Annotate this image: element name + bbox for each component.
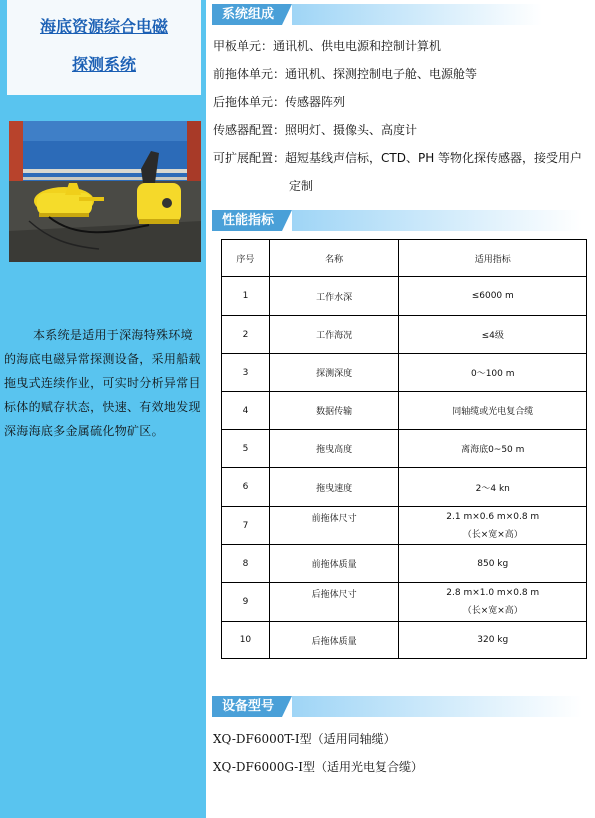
cell-spec: 320 kg: [399, 622, 587, 659]
composition-value: 超短基线声信标，CTD、PH 等物化探传感器，接受用户: [285, 151, 583, 165]
cell-no: 3: [222, 354, 270, 392]
cell-no: 9: [222, 583, 270, 622]
column-header-spec: 适用指标: [399, 240, 587, 277]
table-header-row: [222, 240, 587, 277]
table-row: [222, 430, 587, 468]
spec-table: [221, 239, 587, 659]
column-header-no: 序号: [222, 240, 270, 277]
cell-spec: 850 kg: [399, 545, 587, 583]
composition-row-front-tow: [213, 64, 477, 84]
cell-no: 1: [222, 277, 270, 316]
cell-spec: 离海底0~50 m: [399, 430, 587, 468]
composition-value: 通讯机、供电电源和控制计算机: [273, 39, 442, 53]
cell-spec: 2～4 kn: [399, 468, 587, 507]
table-row: [222, 316, 587, 354]
composition-key: 可扩展配置：: [213, 151, 286, 165]
section-header-fade: [292, 696, 582, 717]
table-row: [222, 507, 587, 545]
title-box: [7, 0, 201, 95]
composition-value: 照明灯、摄像头、高度计: [285, 123, 418, 137]
sidebar: [0, 0, 206, 818]
cell-no: 10: [222, 622, 270, 659]
cell-spec: [399, 583, 587, 622]
composition-row-deck: [213, 36, 441, 56]
composition-row-sensors: [213, 120, 417, 140]
table-row: [222, 277, 587, 316]
cell-spec: 0～100 m: [399, 354, 587, 392]
cell-spec-line-2: （长×宽×高）: [462, 529, 523, 540]
cell-name: 前拖体尺寸: [269, 507, 399, 545]
cell-name: 探测深度: [269, 354, 399, 392]
section-header-performance: [212, 210, 582, 231]
composition-key: 前拖体单元：: [213, 67, 286, 81]
device-photo: [9, 121, 201, 262]
section-header-composition-label: 系统组成: [212, 4, 282, 25]
cell-no: 5: [222, 430, 270, 468]
section-header-models-label: 设备型号: [212, 696, 282, 717]
table-row: [222, 622, 587, 659]
section-header-models: [212, 696, 582, 717]
cell-no: 8: [222, 545, 270, 583]
cell-name: 工作水深: [269, 277, 399, 316]
cell-no: 6: [222, 468, 270, 507]
cell-name: 拖曳速度: [269, 468, 399, 507]
device-photo-illustration: [9, 121, 201, 262]
section-header-composition: [212, 4, 542, 25]
cell-name: 后拖体尺寸: [269, 583, 399, 622]
cell-no: 4: [222, 392, 270, 430]
cell-name: 拖曳高度: [269, 430, 399, 468]
table-row: [222, 583, 587, 622]
cell-spec-line-2: （长×宽×高）: [462, 606, 523, 616]
cell-spec-line-1: 2.8 m×1.0 m×0.8 m: [446, 588, 540, 598]
cell-spec: ≤4级: [399, 316, 587, 354]
table-row: [222, 392, 587, 430]
cell-spec: ≤6000 m: [399, 277, 587, 316]
model-item: XQ-DF6000G-I型（适用光电复合缆）: [213, 760, 423, 774]
table-row: [222, 468, 587, 507]
composition-key: 后拖体单元：: [213, 95, 286, 109]
cell-spec-line-1: 2.1 m×0.6 m×0.8 m: [446, 511, 540, 522]
cell-name: 数据传输: [269, 392, 399, 430]
cell-name: 后拖体质量: [269, 622, 399, 659]
cell-no: 7: [222, 507, 270, 545]
intro-paragraph: 本系统是适用于深海特殊环境的海底电磁异常探测设备，采用船载拖曳式连续作业，可实时分析异常目标体的赋存状态，快速、有效地发现深海海底多金属硫化物矿区。: [4, 328, 201, 438]
composition-value: 传感器阵列: [285, 95, 346, 109]
composition-key: 甲板单元：: [213, 39, 274, 53]
cell-spec: 同轴缆或光电复合缆: [399, 392, 587, 430]
composition-value: 通讯机、探测控制电子舱、电源舱等: [285, 67, 478, 81]
table-row: [222, 354, 587, 392]
section-header-fade: [292, 210, 582, 231]
page-title-line-2[interactable]: 探测系统: [71, 55, 136, 74]
column-header-name: 名称: [269, 240, 399, 277]
composition-row-extensible: [213, 148, 582, 168]
table-row: [222, 545, 587, 583]
model-item: XQ-DF6000T-I型（适用同轴缆）: [213, 732, 396, 746]
section-header-performance-label: 性能指标: [212, 210, 282, 231]
section-header-fade: [292, 4, 542, 25]
composition-row-rear-tow: [213, 92, 345, 112]
cell-name: 前拖体质量: [269, 545, 399, 583]
cell-name: 工作海况: [269, 316, 399, 354]
cell-spec: [399, 507, 587, 545]
composition-row-continuation: 定制: [289, 179, 314, 193]
cell-no: 2: [222, 316, 270, 354]
composition-key: 传感器配置：: [213, 123, 286, 137]
page-title-line-1[interactable]: 海底资源综合电磁: [39, 17, 168, 36]
